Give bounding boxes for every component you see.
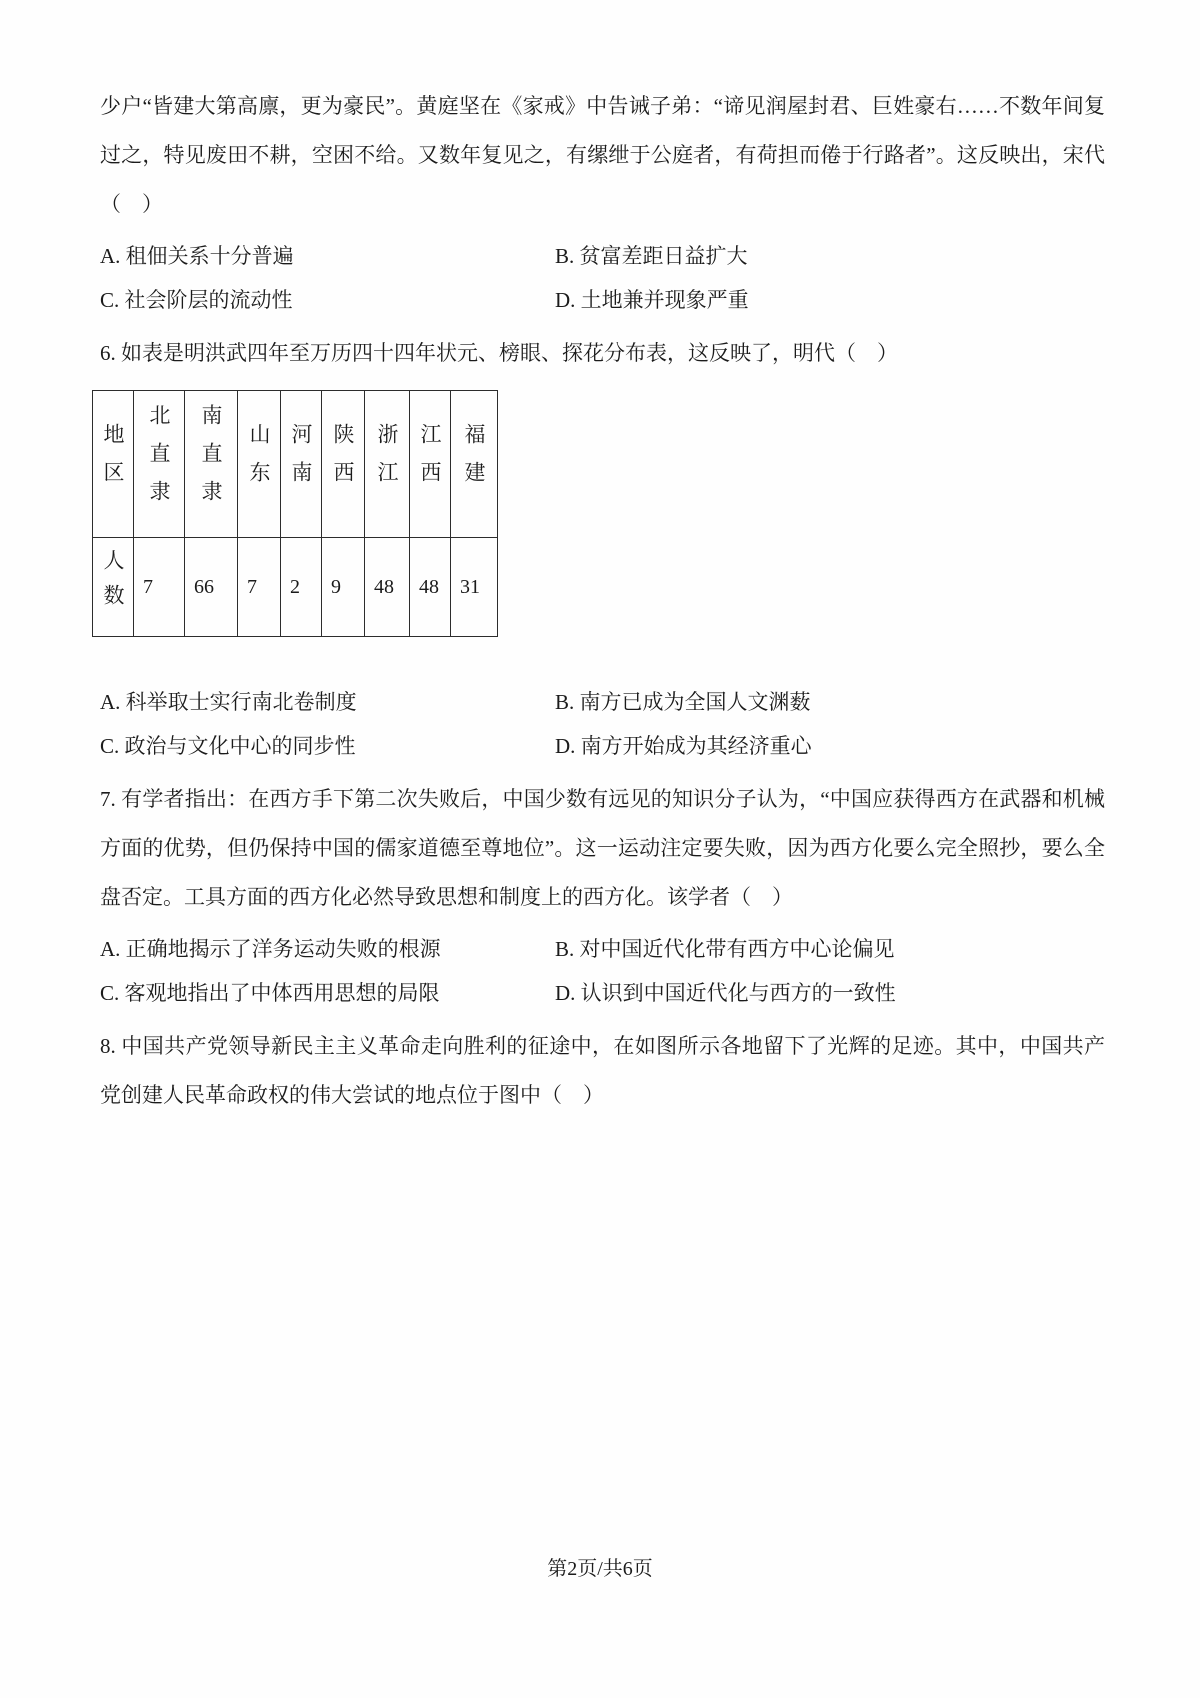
page-footer: 第2页/共6页: [547, 1558, 653, 1580]
q6-option-c: C. 政治与文化中心的同步性: [100, 734, 356, 758]
q5-options: [100, 233, 1105, 321]
q5-option-a: A. 租佃关系十分普遍: [100, 244, 294, 268]
table-header-cell: 北直隶: [134, 391, 185, 538]
page-content: [100, 82, 1105, 1120]
q5-options-row-2: [100, 277, 1105, 321]
q6-stem: 6. 如表是明洪武四年至万历四十四年状元、榜眼、探花分布表，这反映了，明代（ ）: [100, 341, 898, 365]
q6-option-d: D. 南方开始成为其经济重心: [555, 734, 812, 758]
q8-stem: 8. 中国共产党领导新民主主义革命走向胜利的征途中，在如图所示各地留下了光辉的足迹。其中，中国共产党创建人民革命政权的伟大尝试的地点位于图中（ ）: [100, 1034, 1105, 1107]
table-data-cell: 2: [281, 538, 322, 637]
table-header-cell: 浙江: [365, 391, 410, 538]
table-header-cell: 山东: [238, 391, 281, 538]
q6-options: [100, 679, 1105, 767]
q7-options-row-1: [100, 926, 1105, 970]
q7-options-row-2: [100, 970, 1105, 1014]
table-data-cell: 31: [451, 538, 498, 637]
table-header-cell: 福建: [451, 391, 498, 538]
q6-option-b: B. 南方已成为全国人文渊薮: [555, 690, 811, 714]
q5-option-d: D. 土地兼并现象严重: [555, 288, 749, 312]
q7-option-c: C. 客观地指出了中体西用思想的局限: [100, 981, 440, 1005]
table-header-row: [93, 391, 498, 538]
table-header-cell: 江西: [410, 391, 451, 538]
q6-options-row-2: [100, 723, 1105, 767]
table-header-cell: 地区: [93, 391, 134, 538]
table-data-cell: 48: [365, 538, 410, 637]
q5-option-c: C. 社会阶层的流动性: [100, 288, 293, 312]
rank-distribution-table: [92, 390, 498, 637]
table-data-cell: 人数: [93, 538, 134, 637]
table-data-cell: 9: [322, 538, 365, 637]
table-data-cell: 7: [238, 538, 281, 637]
table-data-cell: 66: [185, 538, 238, 637]
table-header-cell: 河南: [281, 391, 322, 538]
table-data-cell: 7: [134, 538, 185, 637]
q7-option-d: D. 认识到中国近代化与西方的一致性: [555, 981, 896, 1005]
q7-option-a: A. 正确地揭示了洋务运动失败的根源: [100, 937, 441, 961]
q5-option-b: B. 贫富差距日益扩大: [555, 244, 748, 268]
q7-option-b: B. 对中国近代化带有西方中心论偏见: [555, 937, 895, 961]
q7-options: [100, 926, 1105, 1014]
q5-options-row-1: [100, 233, 1105, 277]
q6-options-row-1: [100, 679, 1105, 723]
table-data-row: [93, 538, 498, 637]
q6-option-a: A. 科举取士实行南北卷制度: [100, 690, 357, 714]
table-header-cell: 南直隶: [185, 391, 238, 538]
q5-continuation-text: 少户“皆建大第高廪，更为豪民”。黄庭坚在《家戒》中告诫子弟：“谛见润屋封君、巨姓豪右……不数年间复过之，特见废田不耕，空困不给。又数年复见之，有缧绁于公庭者，有荷担而倦于行路者”。这反映出，宋代（ ）: [100, 94, 1105, 216]
table-data-cell: 48: [410, 538, 451, 637]
table-header-cell: 陕西: [322, 391, 365, 538]
q7-stem: 7. 有学者指出：在西方手下第二次失败后，中国少数有远见的知识分子认为，“中国应获得西方在武器和机械方面的优势，但仍保持中国的儒家道德至尊地位”。这一运动注定要失败，因为西方化要么完全照抄，要么全盘否定。工具方面的西方化必然导致思想和制度上的西方化。该学者（ ）: [100, 787, 1105, 909]
